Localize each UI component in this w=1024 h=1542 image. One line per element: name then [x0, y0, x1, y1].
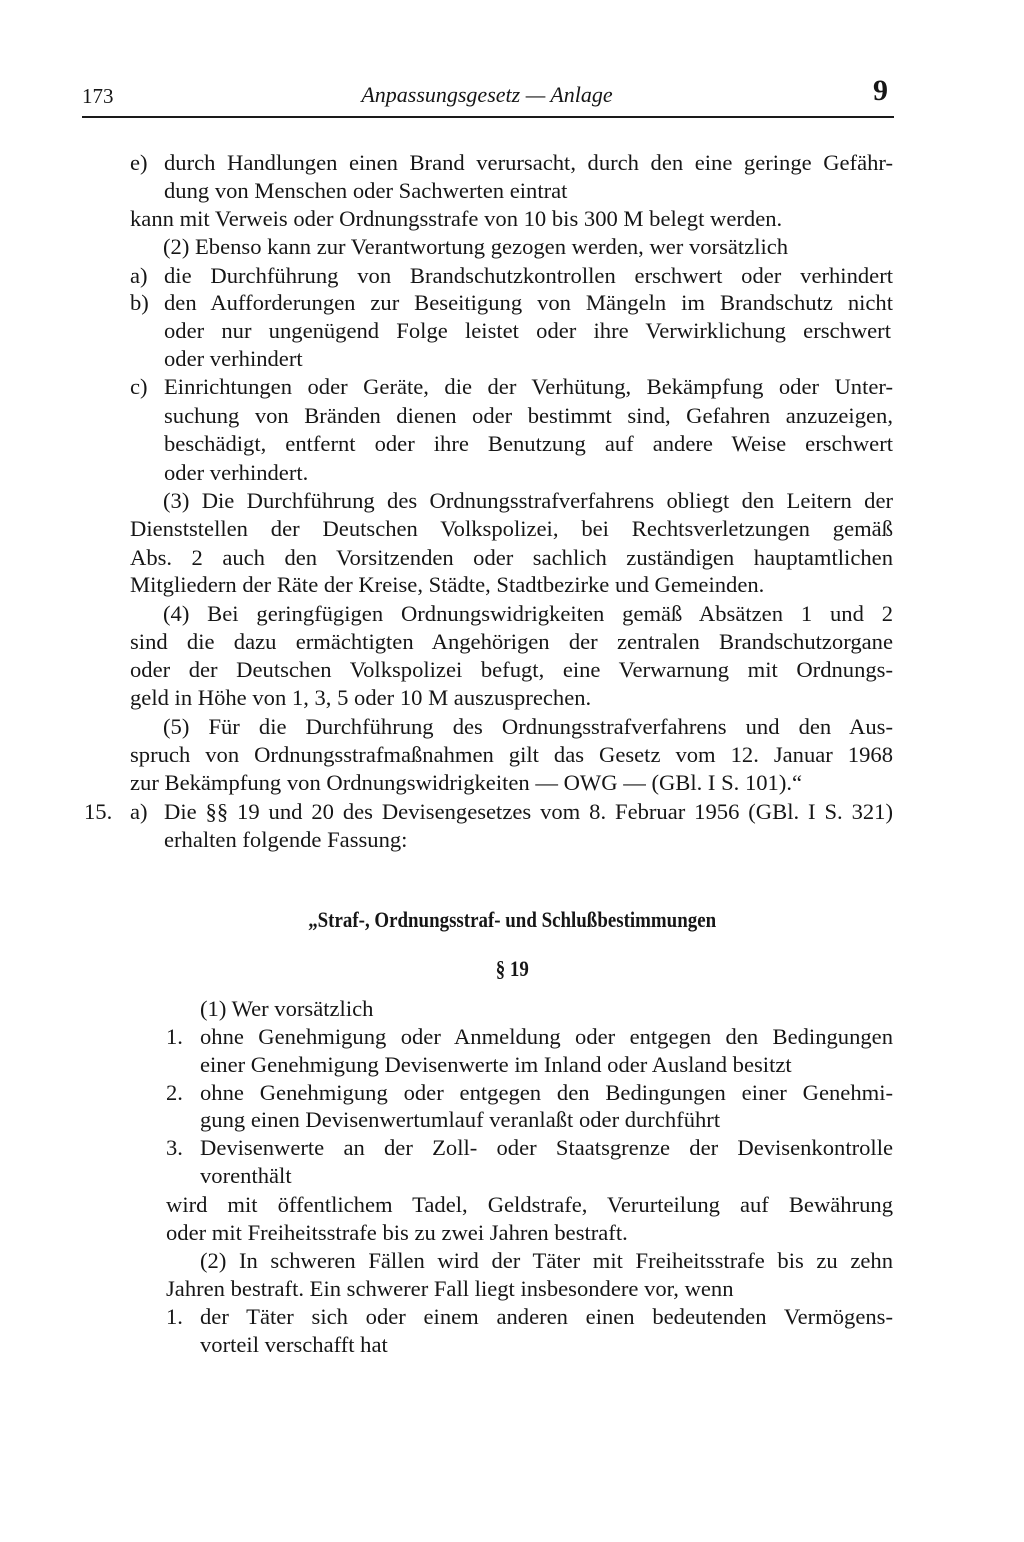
- text-line: oder verhindert: [164, 346, 303, 371]
- text-line: oder der Deutschen Volkspolizei befugt, eine Verwarnung mit Ordnungs-: [130, 657, 893, 682]
- text-line: vorteil verschafft hat: [200, 1332, 388, 1357]
- text-line: den Aufforderungen zur Beseitigung von Mängeln im Brandschutz nicht: [164, 290, 893, 315]
- paragraph-heading: § 19: [495, 956, 529, 981]
- text-line: Jahren bestraft. Ein schwerer Fall liegt insbesondere vor, wenn: [166, 1276, 734, 1301]
- text-line: Die §§ 19 und 20 des Devisengesetzes vom 8. Februar 1956 (GBl. I S. 321): [164, 799, 893, 824]
- list-label-c: c): [130, 374, 148, 399]
- text-line: der Täter sich oder einem anderen einen bedeutenden Vermögens-: [200, 1304, 893, 1329]
- text-line: (2) In schweren Fällen wird der Täter mit Freiheitsstrafe bis zu zehn: [200, 1248, 893, 1273]
- text-line: wird mit öffentlichem Tadel, Geldstrafe, Verurteilung auf Bewährung: [166, 1192, 893, 1217]
- text-line: oder mit Freiheitsstrafe bis zu zwei Jahren bestraft.: [166, 1220, 628, 1245]
- text-line: (2) Ebenso kann zur Verantwortung gezogen werden, wer vorsätzlich: [163, 234, 789, 259]
- list-label-b: b): [130, 290, 149, 315]
- text-line: (5) Für die Durchführung des Ordnungsstrafverfahrens und den Aus-: [163, 714, 893, 739]
- text-line: suchung von Bränden dienen oder bestimmt sind, Gefahren anzuzeigen,: [164, 403, 893, 428]
- text-line: vorenthält: [200, 1163, 292, 1188]
- text-line: geld in Höhe von 1, 3, 5 oder 10 M auszusprechen.: [130, 685, 592, 710]
- page-header: [82, 74, 892, 114]
- list-label-e: e): [130, 150, 148, 175]
- text-line: zur Bekämpfung von Ordnungswidrigkeiten — OWG — (GBl. I S. 101).“: [130, 770, 803, 795]
- text-line: die Durchführung von Brandschutzkontrollen erschwert oder verhindert: [164, 263, 893, 288]
- item-number-15: 15.: [84, 799, 113, 824]
- list-label-a: a): [130, 263, 148, 288]
- text-line: Devisenwerte an der Zoll- oder Staatsgrenze der Devisenkontrolle: [200, 1135, 893, 1160]
- text-line: (3) Die Durchführung des Ordnungsstrafverfahrens obliegt den Leitern der: [163, 488, 893, 513]
- text-line: beschädigt, entfernt oder ihre Benutzung auf andere Weise erschwert: [164, 431, 893, 456]
- section-number: 9: [873, 74, 888, 107]
- text-line: Einrichtungen oder Geräte, die der Verhütung, Bekämpfung oder Unter-: [164, 374, 893, 399]
- text-line: spruch von Ordnungsstrafmaßnahmen gilt das Gesetz vom 12. Januar 1968: [130, 742, 893, 767]
- text-line: oder nur ungenügend Folge leistet oder ihre Verwirklichung erschwert: [164, 318, 891, 343]
- text-line: kann mit Verweis oder Ordnungsstrafe von 10 bis 300 M belegt werden.: [130, 206, 783, 231]
- text-line: Dienststellen der Deutschen Volkspolizei, bei Rechtsverletzungen gemäß: [130, 516, 893, 541]
- list-number-3: 3.: [166, 1135, 183, 1160]
- text-line: ohne Genehmigung oder Anmeldung oder entgegen den Bedingungen: [200, 1024, 893, 1049]
- text-line: oder verhindert.: [164, 460, 309, 485]
- text-line: Mitgliedern der Räte der Kreise, Städte, Stadtbezirke und Gemeinden.: [130, 572, 765, 597]
- text-line: durch Handlungen einen Brand verursacht, durch den eine geringe Gefähr-: [164, 150, 893, 175]
- text-line: erhalten folgende Fassung:: [164, 827, 408, 852]
- text-line: ohne Genehmigung oder entgegen den Bedingungen einer Genehmi-: [200, 1080, 893, 1105]
- page-number: 173: [82, 84, 114, 108]
- text-line: Abs. 2 auch den Vorsitzenden oder sachlich zuständigen hauptamtlichen: [130, 545, 893, 570]
- list-number-2: 2.: [166, 1080, 183, 1105]
- list-number-1: 1.: [166, 1304, 183, 1329]
- text-line: sind die dazu ermächtigten Angehörigen der zentralen Brandschutzorgane: [130, 629, 893, 654]
- text-line: (4) Bei geringfügigen Ordnungswidrigkeiten gemäß Absätzen 1 und 2: [163, 601, 893, 626]
- text-line: dung von Menschen oder Sachwerten eintrat: [164, 178, 568, 203]
- list-number-1: 1.: [166, 1024, 183, 1049]
- text-line: einer Genehmigung Devisenwerte im Inland oder Ausland besitzt: [200, 1052, 792, 1077]
- section-heading: „Straf-, Ordnungsstraf- und Schlußbestimmungen: [308, 907, 716, 932]
- text-line: (1) Wer vorsätzlich: [200, 996, 374, 1021]
- running-title: Anpassungsgesetz — Anlage: [361, 82, 613, 107]
- list-label-a: a): [130, 799, 148, 824]
- header-rule: [82, 116, 894, 118]
- text-line: gung einen Devisenwertumlauf veranlaßt oder durchführt: [200, 1107, 721, 1132]
